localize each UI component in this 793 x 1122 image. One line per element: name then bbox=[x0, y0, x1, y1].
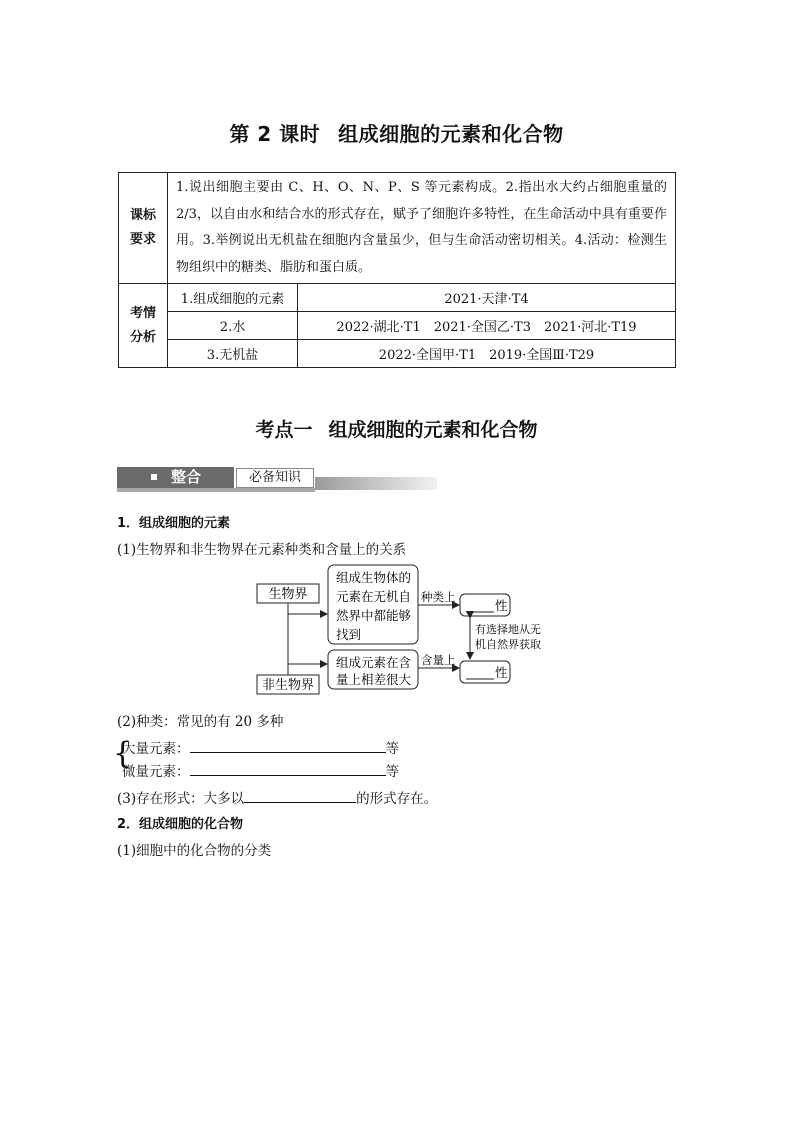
box1-line: 然界中都能够 bbox=[336, 608, 412, 623]
box1-line: 找到 bbox=[336, 627, 362, 642]
bio-label: 生物界 bbox=[268, 587, 308, 602]
minor-elements-line: 微量元素： 等 bbox=[122, 760, 399, 780]
lesson-number: 第 2 课时 bbox=[229, 122, 321, 146]
brace-icon: { bbox=[113, 736, 133, 771]
exam-analysis-label: 考情 分析 bbox=[119, 284, 168, 368]
banner-main: 整合 bbox=[117, 467, 234, 488]
requirements-label: 课标 要求 bbox=[119, 173, 168, 284]
square-bullet-icon bbox=[151, 474, 157, 480]
major-elements-line: 大量元素： 等 bbox=[122, 737, 399, 757]
arrow-type-label: 种类上 bbox=[421, 590, 456, 604]
banner-tag: 必备知识 bbox=[236, 468, 314, 488]
subheading-types: (2)种类：常见的有 20 多种 bbox=[117, 714, 284, 730]
exam-topic: 3.无机盐 bbox=[168, 340, 298, 368]
box1-line: 元素在无机自 bbox=[336, 589, 412, 604]
minor-elements-blank[interactable] bbox=[190, 761, 386, 776]
exam-topic: 1.组成细胞的元素 bbox=[168, 284, 298, 312]
box1-line: 组成生物体的 bbox=[336, 570, 412, 585]
exam-sources: 2022·湖北·T1 2021·全国乙·T3 2021·河北·T19 bbox=[298, 312, 676, 340]
section-heading-compounds: 2．组成细胞的化合物 bbox=[117, 817, 244, 832]
exam-topic: 2.水 bbox=[168, 312, 298, 340]
arrow-content-label: 含量上 bbox=[421, 653, 456, 667]
reason-line: 有选择地从无 bbox=[475, 623, 541, 636]
exam-sources: 2022·全国甲·T1 2019·全国Ⅲ·T29 bbox=[298, 340, 676, 368]
subheading-relationship: (1)生物界和非生物界在元素种类和含量上的关系 bbox=[117, 542, 407, 558]
subheading-classification: (1)细胞中的化合物的分类 bbox=[117, 843, 272, 859]
banner-underline bbox=[117, 488, 315, 492]
point-title: 考点一 组成细胞的元素和化合物 bbox=[255, 419, 538, 441]
reason-line: 机自然界获取 bbox=[475, 638, 541, 651]
exam-sources: 2021·天津·T4 bbox=[298, 284, 676, 312]
existence-form-line: (3)存在形式：大多以 的形式存在。 bbox=[117, 787, 437, 807]
existence-form-blank[interactable] bbox=[244, 788, 356, 803]
nonbio-label: 非生物界 bbox=[261, 678, 315, 693]
result1-suffix: 性 bbox=[495, 598, 508, 613]
lesson-topic: 组成细胞的元素和化合物 bbox=[338, 122, 564, 146]
box2-line: 量上相差很大 bbox=[336, 672, 412, 687]
section-heading-elements: 1．组成细胞的元素 bbox=[117, 516, 231, 531]
requirements-text: 1.说出细胞主要由 C、H、O、N、P、S 等元素构成。2.指出水大约占细胞重量的 2/3，以自由水和结合水的形式存在，赋予了细胞许多特性，在生命活动中具有重要作用。3.举例说出无机盐在细胞内含量虽少，但与生命活动密切相关。4.活动：检测生物组织中的糖类、脂肪和蛋白质。 bbox=[168, 173, 676, 284]
section-banner bbox=[117, 467, 437, 492]
result2-suffix: 性 bbox=[495, 665, 508, 680]
box2-line: 组成元素在含 bbox=[336, 655, 412, 670]
standards-table bbox=[118, 172, 676, 368]
relationship-diagram bbox=[250, 560, 550, 700]
banner-gradient bbox=[315, 477, 437, 490]
lesson-title bbox=[0, 118, 793, 147]
major-elements-blank[interactable] bbox=[190, 738, 386, 753]
